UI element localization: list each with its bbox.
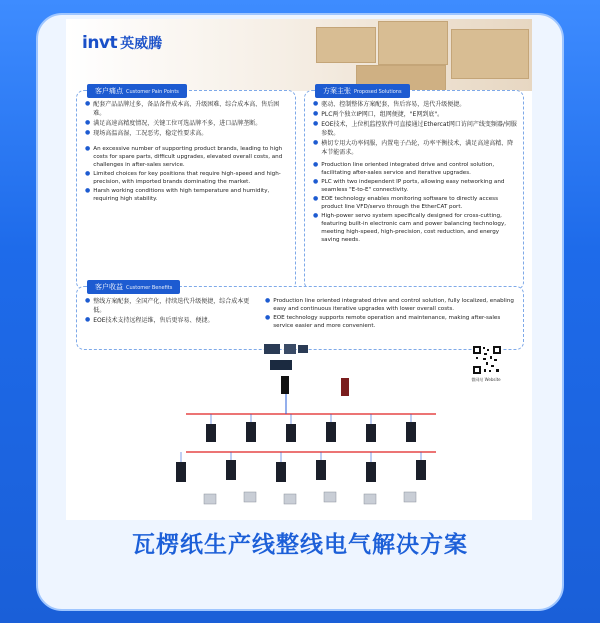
benefits-cn-list (85, 297, 255, 326)
pain-point-en: Harsh working conditions with high temperature and humidity, requiring high stability. (93, 188, 270, 202)
motor-device (244, 492, 256, 502)
motor-device (404, 492, 416, 502)
drive-device (286, 424, 296, 442)
plc-device (281, 376, 289, 394)
benefits-panel (76, 283, 524, 350)
carton-image (451, 29, 529, 79)
benefits-title-cn: 客户收益 (95, 283, 123, 291)
list-item: ● PLC两个独立IP网口，组网便捷，"E网到底"。 (313, 110, 517, 119)
list-item: ● EOE技术，上位机监控软件可直接通过Ethercat网口访问产线变频器/伺服参数。 (313, 120, 517, 137)
brand-name: 英威腾 (120, 36, 163, 52)
drive-device (206, 424, 216, 442)
list-item: ● Production line oriented integrated drive and control solution, fully localized, enabling easy and continuous iterative upgrades with lower overall costs. (265, 297, 517, 313)
drive-device (226, 460, 236, 480)
motor-device (204, 494, 216, 504)
list-item: ● 横切专用大功率伺服，内置电子凸轮，功率平衡技术，满足高速高精、降本节能需求。 (313, 139, 517, 157)
motor-device (324, 492, 336, 502)
list-item: ● EOE technology supports remote operation and maintenance, making after-sales service easier and more convenient. (265, 314, 517, 330)
pain-points-title-cn: 客户痛点 (95, 87, 123, 95)
solution-cn: 横切专用大功率伺服，内置电子凸轮，功率平衡技术，满足高速高精、降本节能需求。 (321, 140, 514, 156)
motor-device (284, 494, 296, 504)
hero-banner (66, 19, 532, 91)
solution-en: Production line oriented integrated drive and control solution, facilitating after-sales service and iterative upgrades. (321, 162, 495, 176)
qr-code (472, 345, 502, 375)
list-item: ● 整线方案配套，全国产化，持续迭代升级便捷，综合成本更低。 (85, 297, 255, 315)
pain-point-en: Limited choices for key positions that require high-speed and high-precision, with imported brands dominating the market. (93, 171, 281, 185)
benefit-en: EOE technology supports remote operation and maintenance, making after-sales service easier and more convenient. (273, 315, 501, 329)
pain-points-panel (76, 87, 296, 290)
pain-points-title (87, 84, 187, 98)
solution-en: EOE technology enables monitoring software to directly access product line VFD/servo through the EtherCAT port. (321, 196, 498, 210)
pain-point-cn: 满足高速高精度情况，关键工位可选品牌不多，进口品牌垄断。 (93, 120, 262, 127)
pain-point-en: An excessive number of supporting product brands, leading to high costs for spare parts, difficult upgrades, elevated overall costs, and challenges in after-sales service. (93, 146, 283, 168)
solution-cn: EOE技术，上位机监控软件可直接通过Ethercat网口访问产线变频器/伺服参数。 (321, 121, 517, 137)
drive-device (246, 422, 256, 442)
solution-en: PLC with two independent IP ports, allowing easy networking and seamless "E-to-E" connectivity. (321, 179, 505, 193)
solutions-title (315, 84, 410, 98)
benefits-title-en: Customer Benefits (126, 285, 173, 291)
solution-en: High-power servo system specifically designed for cross-cutting, featuring built-in electronic cam and power balancing technology, meeting high-speed, high-precision, cost reduction, and energy saving needs. (321, 213, 507, 243)
list-item: ● Harsh working conditions with high temperature and humidity, requiring high stability. (85, 187, 289, 203)
pain-points-title-en: Customer Pain Points (126, 89, 179, 95)
list-item: ● Production line oriented integrated drive and control solution, facilitating after-sales service and iterative upgrades. (313, 161, 517, 177)
list-item: ● 满足高速高精度情况，关键工位可选品牌不多，进口品牌垄断。 (85, 119, 289, 128)
drive-device (316, 460, 326, 480)
drive-device (276, 462, 286, 482)
page-title: 瓦楞纸生产线整线电气解决方案 (132, 532, 468, 558)
solutions-list (313, 100, 517, 245)
benefit-cn: EOE技术支持远程运维，售后更容易、便捷。 (93, 317, 214, 324)
carton-image (316, 27, 376, 63)
list-item: ● 现场高温高湿，工况恶劣，稳定性要求高。 (85, 129, 289, 138)
drive-device (326, 422, 336, 442)
solutions-title-cn: 方案主张 (323, 87, 351, 95)
brochure-sheet (66, 19, 532, 520)
brand-logo (82, 33, 162, 53)
list-item: ● 驱动、控制整体方案配套，售后容易，迭代升级便捷。 (313, 100, 517, 109)
drive-device (416, 460, 426, 480)
motor-device (364, 494, 376, 504)
list-item: ● PLC with two independent IP ports, allowing easy networking and seamless "E-to-E" connectivity. (313, 178, 517, 194)
drive-device (176, 462, 186, 482)
list-item: ● EOE技术支持远程运维，售后更容易、便捷。 (85, 316, 255, 325)
pain-points-list (85, 100, 289, 204)
carton-image (378, 21, 448, 65)
pain-point-cn: 现场高温高湿，工况恶劣，稳定性要求高。 (93, 130, 208, 137)
benefit-cn: 整线方案配套，全国产化，持续迭代升级便捷，综合成本更低。 (93, 298, 250, 314)
benefit-en: Production line oriented integrated drive and control solution, fully localized, enabling easy and continuous iterative upgrades with lower overall costs. (273, 298, 514, 312)
list-item: ● Limited choices for key positions that require high-speed and high-precision, with imported brands dominating the market. (85, 170, 289, 186)
controller-device (341, 378, 349, 396)
pain-point-cn: 配套产品品牌过多，备品备件成本高、升级困难、综合成本高、售后困难。 (93, 101, 280, 117)
solution-cn: PLC两个独立IP网口，组网便捷，"E网到底"。 (321, 111, 444, 118)
drive-device (406, 422, 416, 442)
solutions-panel (304, 87, 524, 290)
solutions-title-en: Proposed Solutions (354, 89, 402, 95)
list-item: ● EOE technology enables monitoring software to directly access product line VFD/servo through the EtherCAT port. (313, 195, 517, 211)
list-item: ● An excessive number of supporting product brands, leading to high costs for spare parts, difficult upgrades, elevated overall costs, and challenges in after-sales service. (85, 145, 289, 169)
drive-device (366, 462, 376, 482)
list-item: ● 配套产品品牌过多，备品备件成本高、升级困难、综合成本高、售后困难。 (85, 100, 289, 118)
monitor-device (298, 345, 308, 353)
benefits-title (87, 280, 180, 294)
solution-cn: 驱动、控制整体方案配套，售后容易，迭代升级便捷。 (321, 101, 466, 108)
hmi-device (270, 360, 292, 370)
system-architecture-diagram (166, 342, 446, 520)
list-item: ● High-power servo system specifically designed for cross-cutting, featuring built-in electronic cam and power balancing technology, meeting high-speed, high-precision, cost reduction, and energy saving needs. (313, 212, 517, 244)
drive-device (366, 424, 376, 442)
monitor-device (264, 344, 280, 354)
brand-logo-mark: invt (82, 33, 118, 53)
qr-label: 微网站 Website (471, 377, 501, 382)
monitor-device (284, 344, 296, 354)
benefits-en-list (265, 297, 517, 331)
